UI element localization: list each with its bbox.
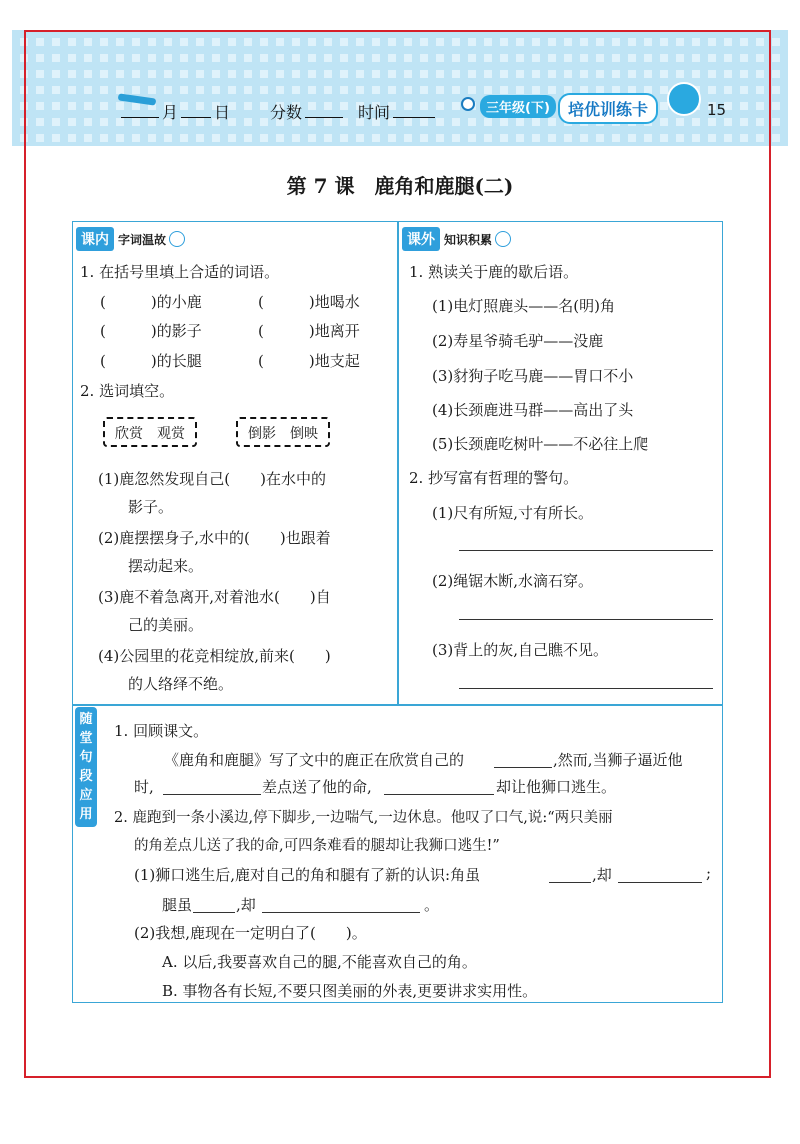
- bottom-q2-sub2: (2)我想,鹿现在一定明白了( )。: [134, 924, 367, 942]
- bottom-panel-tag: [75, 707, 97, 827]
- book-icon: [495, 231, 511, 247]
- bottom-tag-char: 应: [79, 788, 93, 803]
- right-panel: [398, 221, 723, 705]
- answer-blank[interactable]: [549, 882, 591, 883]
- right-q1-item1: (1)电灯照鹿头——名(明)角: [432, 297, 615, 315]
- left-q1-row2-b: ( )地离开: [258, 322, 360, 340]
- bottom-q2-line1: 2. 鹿跑到一条小溪边,停下脚步,一边喘气,一边休息。他叹了口气,说:“两只美丽: [114, 810, 613, 826]
- left-q1-row1-b: ( )地喝水: [258, 293, 360, 311]
- right-q1-item3: (3)豺狗子吃马鹿——胃口不小: [432, 367, 634, 385]
- month-label: 月: [162, 103, 179, 122]
- answer-blank[interactable]: [494, 767, 552, 768]
- time-label: 时间: [358, 103, 391, 122]
- grade-badge: 三年级(下): [480, 95, 556, 118]
- right-q2: 2. 抄写富有哲理的警句。: [409, 469, 579, 487]
- option-a: A. 以后,我要喜欢自己的腿,不能喜欢自己的角。: [162, 953, 477, 971]
- book-badge: 培优训练卡: [558, 93, 658, 124]
- option-b: B. 事物各有长短,不要只图美丽的外表,更要讲求实用性。: [162, 982, 538, 1000]
- left-panel-tag: [76, 227, 185, 251]
- right-q2-item2: (2)绳锯木断,水滴石穿。: [432, 572, 594, 590]
- bottom-q1: 1. 回顾课文。: [114, 722, 209, 740]
- answer-blank[interactable]: [193, 912, 235, 913]
- bottom-tag-char: 堂: [79, 731, 93, 746]
- answer-blank[interactable]: [618, 882, 702, 883]
- day-label: 日: [214, 103, 231, 122]
- right-q1-item2: (2)寿星爷骑毛驴——没鹿: [432, 332, 604, 350]
- right-q1: 1. 熟读关于鹿的歇后语。: [409, 263, 579, 281]
- score-label: 分数: [270, 103, 303, 122]
- left-q1-row1-a: ( )的小鹿: [100, 293, 202, 311]
- clock-icon: [461, 97, 475, 111]
- right-panel-tag: [402, 227, 511, 251]
- copy-line-1[interactable]: [459, 550, 713, 551]
- bottom-tag-char: 随: [79, 712, 93, 727]
- right-q1-item5: (5)长颈鹿吃树叶——不必往上爬: [432, 435, 649, 453]
- answer-blank[interactable]: [163, 794, 261, 795]
- bottom-q2-sub1e: ,却: [236, 896, 256, 914]
- left-q2-item3-cont: 己的美丽。: [128, 616, 204, 634]
- bottom-q2-sub1d: 腿虽: [162, 896, 193, 914]
- score-blank: [305, 103, 343, 118]
- header-info-line: [118, 100, 438, 123]
- copy-line-2[interactable]: [459, 619, 713, 620]
- left-q1: 1. 在括号里填上合适的词语。: [80, 263, 280, 281]
- bottom-tag-char: 段: [79, 769, 93, 784]
- time-blank: [393, 103, 435, 118]
- page-number: 15: [707, 101, 727, 119]
- answer-blank[interactable]: [262, 912, 420, 913]
- word-box-2: 倒影 倒映: [236, 417, 330, 447]
- copy-line-3[interactable]: [459, 688, 713, 689]
- right-tag-main: 课外: [402, 227, 440, 251]
- bottom-q1-line2a: 时,: [134, 778, 154, 796]
- left-q2-item4: (4)公园里的花竞相绽放,前来( ): [98, 647, 331, 665]
- left-q1-row3-a: ( )的长腿: [100, 352, 202, 370]
- answer-blank[interactable]: [384, 794, 494, 795]
- book-icon: [169, 231, 185, 247]
- left-q2-item1-cont: 影子。: [128, 498, 174, 516]
- bottom-q1-line2b: 差点送了他的命,: [262, 778, 372, 796]
- left-tag-sub: 字词温故: [118, 232, 167, 247]
- bottom-q2-sub1a: (1)狮口逃生后,鹿对自己的角和腿有了新的认识:角虽: [134, 866, 481, 884]
- left-q2-item4-cont: 的人络绎不绝。: [128, 675, 234, 693]
- left-q2-item3: (3)鹿不着急离开,对着池水( )自: [98, 588, 331, 606]
- left-q2: 2. 选词填空。: [80, 382, 175, 400]
- bottom-tag-char: 用: [79, 807, 93, 822]
- bottom-q1-line2c: 却让他狮口逃生。: [496, 778, 617, 796]
- bottom-q2-line2: 的角差点儿送了我的命,可四条难看的腿却让我狮口逃生!”: [134, 838, 500, 854]
- right-q2-item1: (1)尺有所短,寸有所长。: [432, 504, 594, 522]
- right-q2-item3: (3)背上的灰,自己瞧不见。: [432, 641, 609, 659]
- day-blank: [181, 103, 211, 118]
- left-q1-row3-b: ( )地支起: [258, 352, 360, 370]
- right-tag-sub: 知识积累: [444, 232, 493, 247]
- left-q2-item2: (2)鹿摆摆身子,水中的( )也跟着: [98, 529, 331, 547]
- right-q1-item4: (4)长颈鹿进马群——高出了头: [432, 401, 634, 419]
- month-blank: [121, 103, 159, 118]
- bottom-q1-line1b: ,然而,当狮子逼近他: [553, 751, 683, 769]
- left-q2-item2-cont: 摆动起来。: [128, 557, 204, 575]
- bottom-q1-line1a: 《鹿角和鹿腿》写了文中的鹿正在欣赏自己的: [164, 751, 465, 769]
- left-q1-row2-a: ( )的影子: [100, 322, 202, 340]
- bottom-q2-sub1b: ,却: [592, 866, 612, 884]
- word-box-1: 欣赏 观赏: [103, 417, 197, 447]
- left-q2-item1: (1)鹿忽然发现自己( )在水中的: [98, 470, 326, 488]
- left-tag-main: 课内: [76, 227, 114, 251]
- mascot-icon: [667, 82, 701, 116]
- bottom-q2-sub1f: 。: [424, 896, 440, 914]
- bottom-tag-char: 句: [79, 750, 93, 765]
- bottom-q2-sub1c: ;: [706, 864, 712, 882]
- page-title: 第 7 课 鹿角和鹿腿(二): [286, 174, 514, 198]
